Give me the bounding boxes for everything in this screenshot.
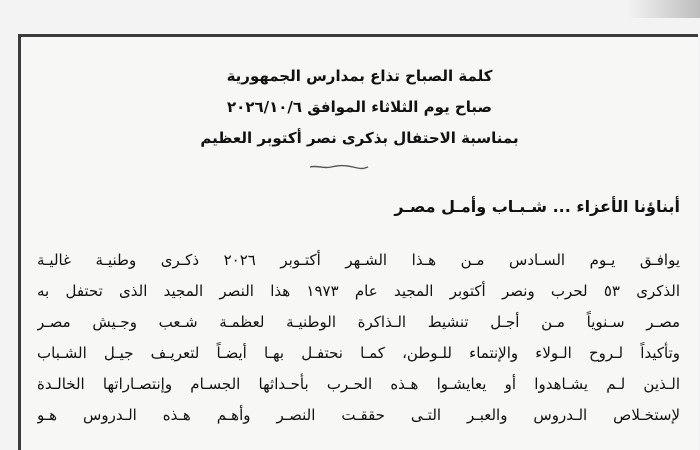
header-line-1: كلمة الصباح تذاع بمدارس الجمهورية: [226, 67, 493, 85]
document-sheet: [18, 34, 698, 450]
handwritten-underline: [309, 164, 369, 170]
body-paragraph: [37, 245, 680, 431]
body-line: الـذين لـم يشـاهدوا أو يعايشـوا هـذه الحـرب بأحـداثها الجسـام وإنتصـاراتها الخالـدة: [37, 375, 680, 393]
body-line: الذكرى ٥٣ لحرب ونصر أكتوبر المجيد عام ١٩٧٣ هذا النصر المجيد الذى تحتفل به: [37, 282, 680, 300]
body-line: لإستخـلاص الـدروس والعبـر التـى حققـت النصـر وأهـم هـذه الـدروس هـو: [37, 406, 680, 424]
body-line: مصـر سـنوياً مـن أجـل تنشيط الـذاكرة الوطنيـة لعظمـة شـعب وجـيش مصـر: [37, 313, 680, 331]
document-header: [21, 67, 698, 147]
header-line-3: بمناسبة الاحتفال بذكرى نصر أكتوبر العظيم: [200, 129, 519, 147]
body-line: يوافـق يـوم السـادس مـن هـذا الشـهر أكتـوبر ٢٠٢٦ ذكـرى وطنيـة غاليـة: [37, 251, 680, 269]
header-line-2: صباح يوم الثلاثاء الموافق ٢٠٢٦/١٠/٦: [227, 98, 492, 116]
body-line: وتأكيداً لـروح الـولاء والإنتماء للـوطن، كمـا نحتفـل بهـا أيضـاً لتعريـف جيـل الشـباب: [37, 344, 680, 362]
scan-shadow: [628, 0, 700, 18]
section-title: أبناؤنا الأعزاء ... شـبـاب وأمـل مصـر: [394, 197, 680, 216]
